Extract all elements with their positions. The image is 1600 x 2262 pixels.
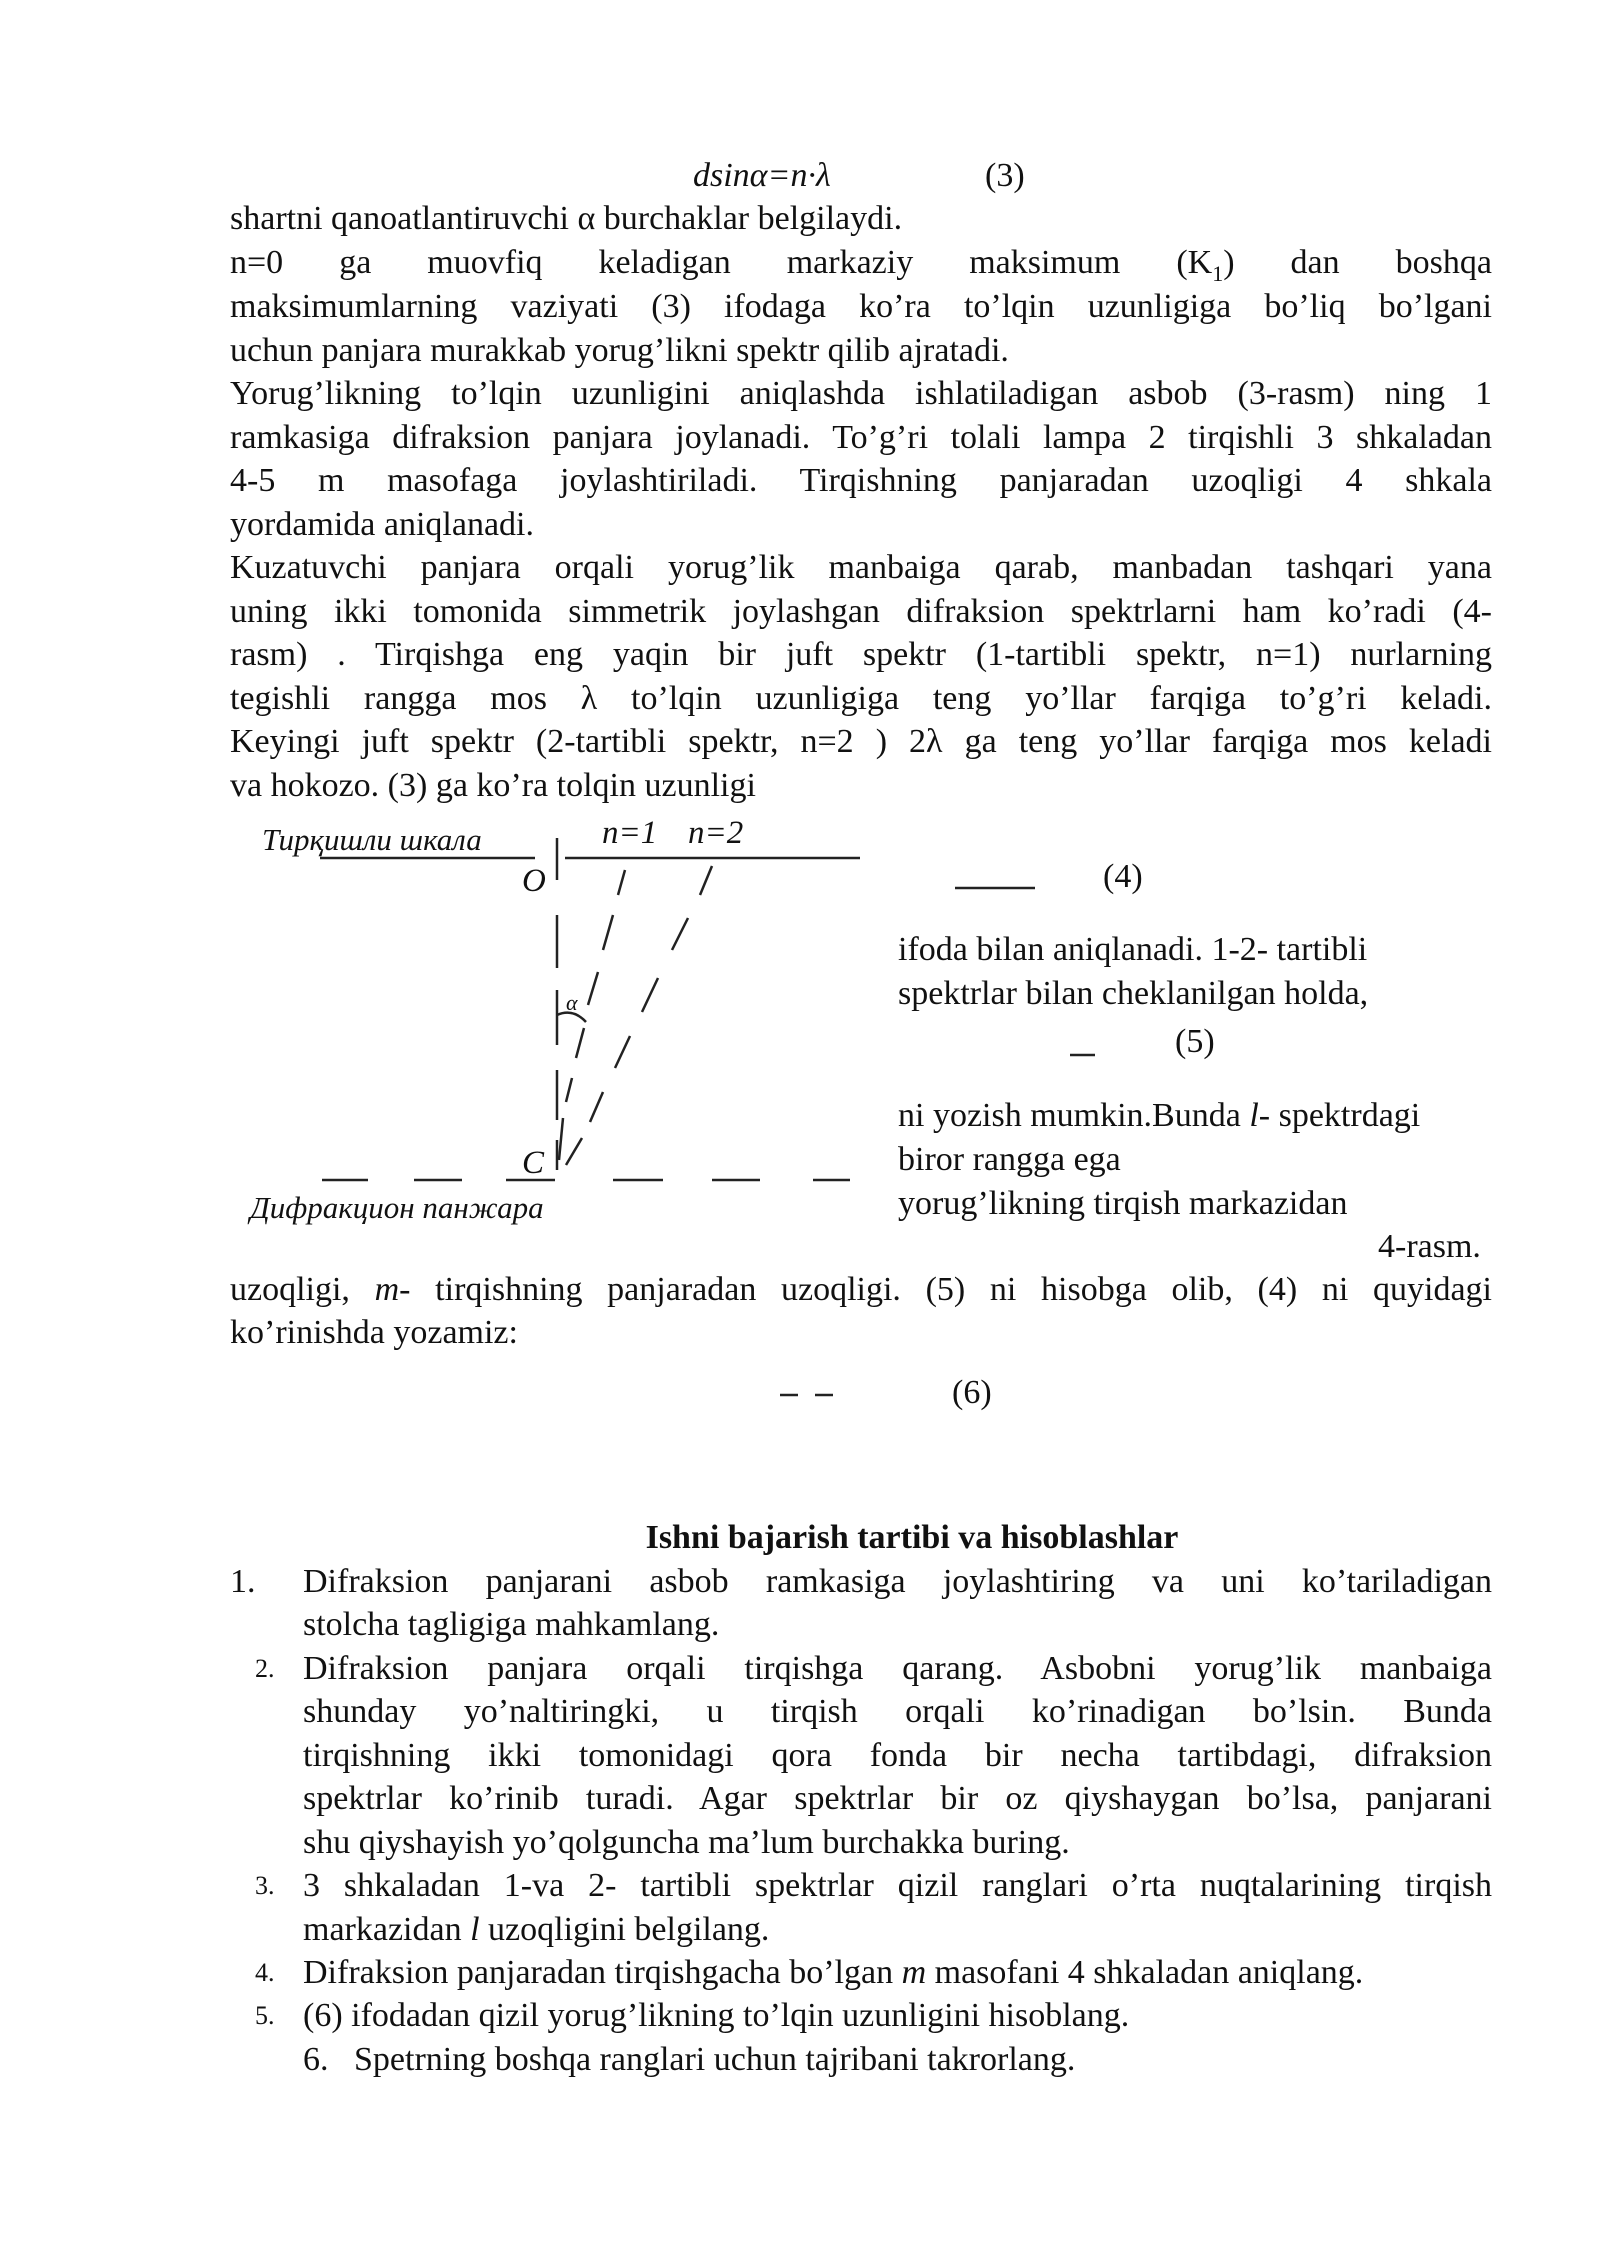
list-item-line: 3 shkaladan 1-va 2- tartibli spektrlar qizil ranglari o’rta nuqtalarining tirqish [303, 1867, 1492, 1904]
section-heading: Ishni bajarish tartibi va hisoblashlar [645, 1519, 1179, 1556]
side-text: spektrlar bilan cheklanilgan holda, [898, 975, 1369, 1012]
ray-n1 [559, 1118, 563, 1160]
list-item-line: spektrlar ko’rinib turadi. Agar spektrlar bir oz qiyshaygan bo’lsa, panjarani [303, 1780, 1492, 1817]
list-item-number: 4. [255, 1958, 275, 1987]
text-line: shartni qanoatlantiruvchi α burchaklar belgilaydi. [230, 200, 903, 237]
text-line: n=0 ga muovfiq keladigan markaziy maksimum $(K_1)$ dan boshqa [230, 244, 1492, 286]
ray-n1 [603, 915, 613, 950]
ray-n2 [672, 918, 688, 950]
text-line: maksimumlarning vaziyati (3) ifodaga ko’ra to’lqin uzunligiga bo’liq bo’lgani [230, 288, 1492, 325]
formula-5-number: (5) [1175, 1023, 1215, 1060]
list-item-number: 6. [303, 2041, 329, 2078]
text-line: Kuzatuvchi panjara orqali yorug’lik manbaiga qarab, manbadan tashqari yana [230, 549, 1492, 586]
text-line: uning ikki tomonida simmetrik joylashgan difraksion spektrlarni ham ko’radi (4- [230, 593, 1492, 630]
figure-caption: 4-rasm. [1378, 1228, 1481, 1265]
ray-n2 [566, 1138, 582, 1165]
ray-n2 [700, 866, 712, 895]
ray-n1 [588, 972, 598, 1005]
text-line: va hokozo. (3) ga ko’ra tolqin uzunligi [230, 767, 756, 804]
text-line: uchun panjara murakkab yorug’likni spektr qilib ajratadi. [230, 332, 1009, 369]
list-item-line: shunday yo’naltiringki, u tirqish orqali ko’rinadigan bo’lsin. Bunda [303, 1693, 1492, 1730]
list-item-line: tirqishning ikki tomonidagi qora fonda bir necha tartibdagi, difraksion [303, 1737, 1492, 1774]
list-item-line: Spetrning boshqa ranglari uchun tajribani takrorlang. [354, 2041, 1076, 2078]
ray-n1 [618, 870, 625, 895]
list-item-line: Difraksion panjara orqali tirqishga qarang. Asbobni yorug’lik manbaiga [303, 1650, 1492, 1687]
list-item-line: stolcha tagligiga mahkamlang. [303, 1606, 720, 1643]
text-line: uzoqligi, m- tirqishning panjaradan uzoqligi. (5) ni hisobga olib, (4) ni quyidagi [230, 1271, 1492, 1308]
text-line: ko’rinishda yozamiz: [230, 1314, 518, 1351]
figure-label-grating: Дифракцион панжара [250, 1190, 544, 1225]
side-text: biror rangga ega [898, 1141, 1121, 1178]
ray-n2 [615, 1036, 630, 1068]
formula-6-number: (6) [952, 1374, 992, 1411]
list-item-line: Difraksion panjaradan tirqishgacha bo’lgan m masofani 4 shkaladan aniqlang. [303, 1954, 1364, 1991]
formula-3: dsinα=n·λ [693, 157, 831, 194]
figure-label-scale: Тирқишли шкала [262, 822, 482, 857]
list-item-number: 3. [255, 1871, 275, 1900]
list-item-line: (6) ifodadan qizil yorug’likning to’lqin uzunligini hisoblang. [303, 1997, 1130, 2034]
list-item-line: Difraksion panjarani asbob ramkasiga joylashtiring va uni ko’tariladigan [303, 1563, 1492, 1600]
ray-n1 [576, 1028, 584, 1058]
figure-label-n2: n=2 [688, 815, 744, 851]
text-line: yordamida aniqlanadi. [230, 506, 535, 543]
ray-n2 [642, 978, 658, 1012]
list-item-number: 1. [230, 1563, 256, 1600]
text-line: ramkasiga difraksion panjara joylanadi. To’g’ri tolali lampa 2 tirqishli 3 shkaladan [230, 419, 1492, 456]
side-text: yorug’likning tirqish markazidan [898, 1185, 1348, 1222]
ray-n2 [590, 1092, 603, 1122]
formula-4-number: (4) [1103, 858, 1143, 895]
text-line: 4-5 m masofaga joylashtiriladi. Tirqishning panjaradan uzoqligi 4 shkala [230, 462, 1492, 499]
side-text: ifoda bilan aniqlanadi. 1-2- tartibli [898, 931, 1368, 968]
text-line: Yorug’likning to’lqin uzunligini aniqlashda ishlatiladigan asbob (3-rasm) ning 1 [230, 375, 1492, 412]
text-line: tegishli rangga mos λ to’lqin uzunligiga teng yo’llar farqiga to’g’ri keladi. [230, 680, 1492, 717]
list-item-line: shu qiyshayish yo’qolguncha ma’lum burchakka buring. [303, 1824, 1070, 1861]
figure-label-alpha: α [566, 990, 578, 1015]
side-text: ni yozish mumkin.Bunda l- spektrdagi [898, 1097, 1421, 1134]
text-line: Keyingi juft spektr (2-tartibli spektr, n=2 ) 2λ ga teng yo’llar farqiga mos keladi [230, 723, 1492, 760]
figure-label-c: C [522, 1145, 545, 1181]
figure-label-n1: n=1 [602, 815, 658, 851]
formula-3-number: (3) [985, 157, 1025, 194]
figure-label-o: O [522, 863, 546, 899]
text-line: rasm) . Tirqishga eng yaqin bir juft spektr (1-tartibli spektr, n=1) nurlarning [230, 636, 1492, 673]
list-item-line: markazidan l uzoqligini belgilang. [303, 1911, 770, 1948]
list-item-number: 2. [255, 1654, 275, 1683]
list-item-number: 5. [255, 2001, 275, 2030]
ray-n1 [566, 1078, 572, 1102]
